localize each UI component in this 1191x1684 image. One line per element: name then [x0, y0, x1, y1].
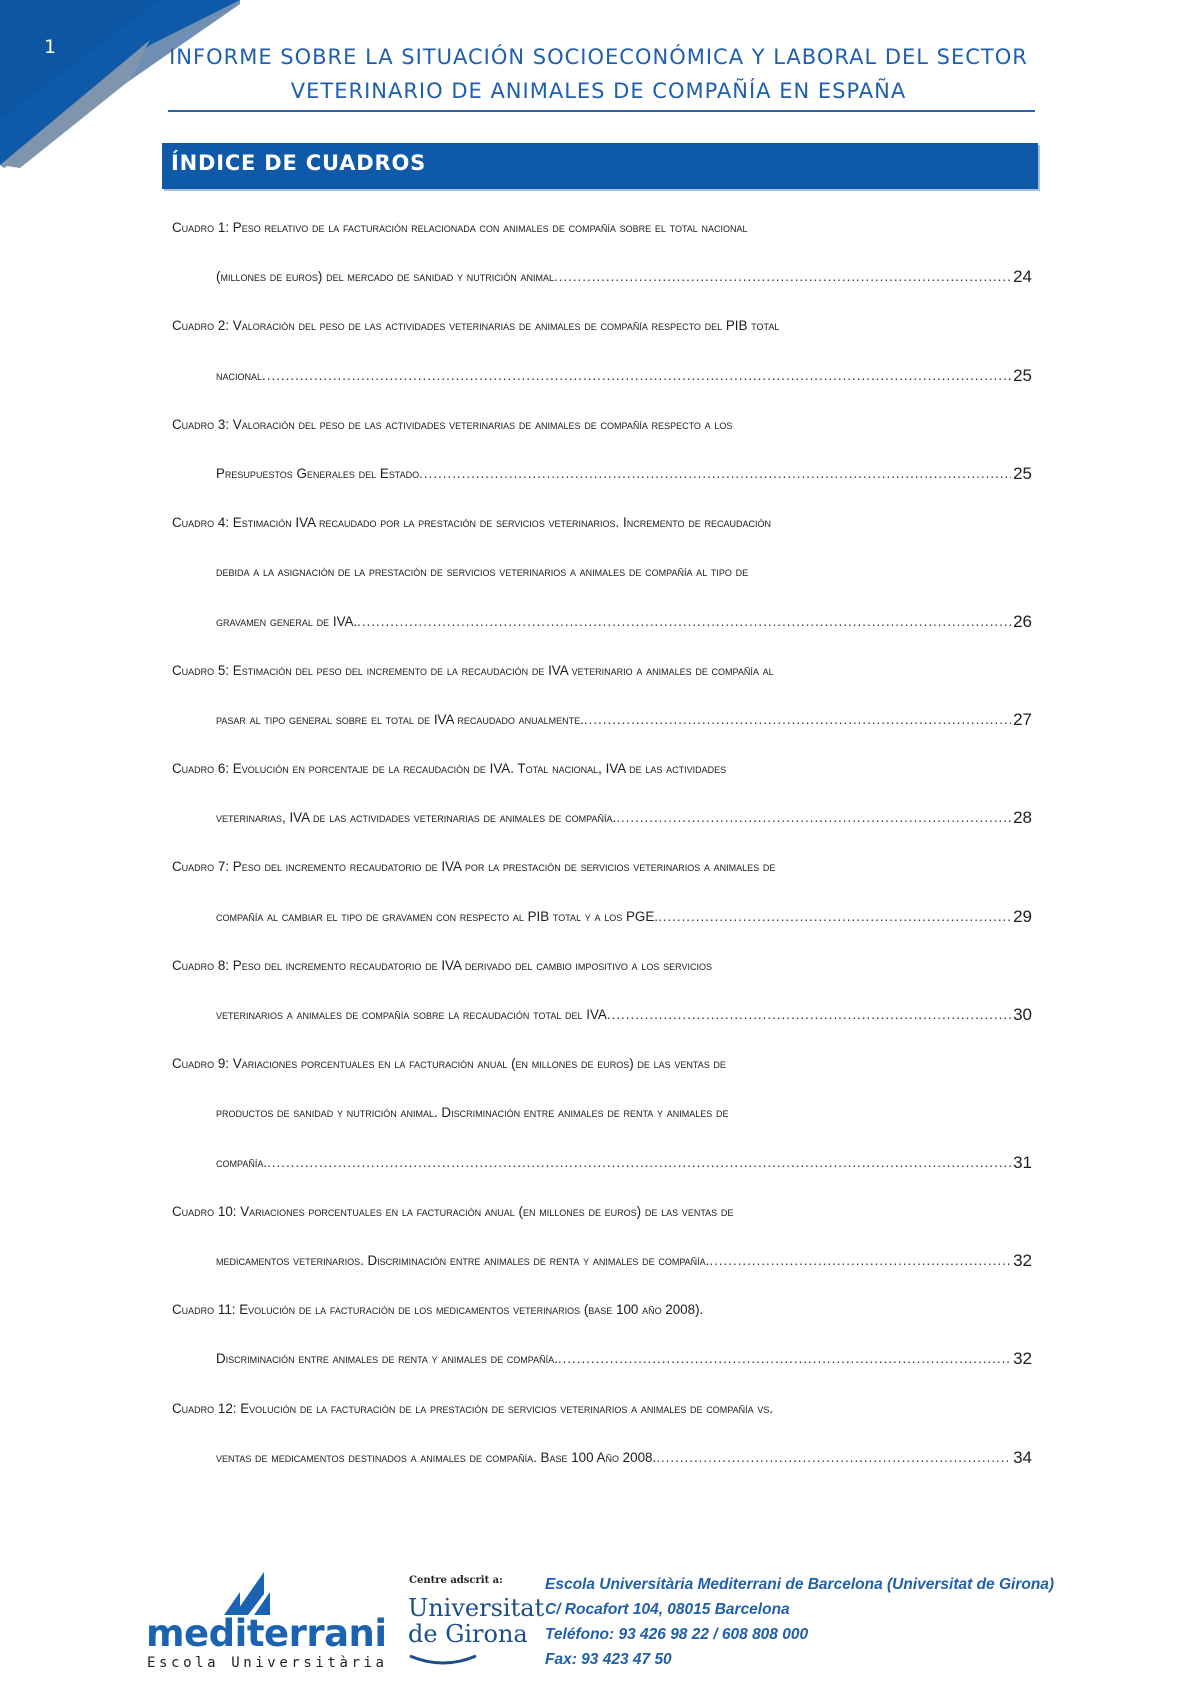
toc-page-number: 32 — [1013, 1349, 1032, 1369]
toc-page-number: 27 — [1013, 709, 1032, 729]
contact-address: C/ Rocafort 104, 08015 Barcelona — [545, 1601, 790, 1618]
dot-leader — [658, 902, 1011, 932]
toc-entry-text: Cuadro 4: Estimación IVA recaudado por la prestación de servicios veterinarios. Incremento de recaudación — [172, 515, 771, 531]
dot-leader — [267, 1148, 1011, 1178]
toc-entry[interactable] — [172, 1295, 1032, 1393]
toc-page-number: 32 — [1013, 1250, 1032, 1270]
report-title-line2: VETERINARIO DE ANIMALES DE COMPAÑÍA EN ESPAÑA — [290, 79, 907, 103]
toc-entry-text: veterinarias, IVA de las actividades veterinarias de animales de compañía. — [216, 810, 617, 826]
dot-leader — [656, 1443, 1011, 1473]
toc-page-number: 25 — [1013, 365, 1032, 385]
toc-entry-text: medicamentos veterinarios. Discriminación entre animales de renta y animales de compañía. — [216, 1252, 710, 1268]
toc-entry[interactable] — [172, 754, 1032, 852]
toc-entry-text: gravamen general de IVA. — [216, 613, 358, 629]
toc-entry-text: Cuadro 2: Valoración del peso de las actividades veterinarias de animales de compañía respecto del PIB total — [172, 318, 780, 334]
toc-entry-text: compañía al cambiar el tipo de gravamen con respecto al PIB total y a los PGE. — [216, 908, 658, 924]
dot-leader — [558, 1344, 1011, 1374]
page-number: 1 — [44, 36, 57, 58]
university-name — [408, 1595, 544, 1647]
toc-entry[interactable] — [172, 1049, 1032, 1197]
toc-entry-text: pasar al tipo general sobre el total de IVA recaudado anualmente. — [216, 711, 584, 727]
dot-leader — [709, 1246, 1011, 1276]
toc-entry[interactable] — [172, 656, 1032, 754]
brand-name: mediterrani — [146, 1612, 387, 1655]
ug-caption: Centre adscrit a: — [409, 1575, 503, 1586]
toc-entry-text: debida a la asignación de la prestación de servicios veterinarios a animales de compañía al tipo de — [216, 564, 749, 580]
report-title-line1: INFORME SOBRE LA SITUACIÓN SOCIOECONÓMICA Y LABORAL DEL SECTOR — [169, 45, 1028, 69]
toc-entry[interactable] — [172, 508, 1032, 656]
dot-leader — [357, 607, 1011, 637]
contact-fax: Fax: 93 423 47 50 — [545, 1651, 672, 1668]
toc-entry[interactable] — [172, 213, 1032, 311]
toc-page-number: 28 — [1013, 808, 1032, 828]
dot-leader — [584, 705, 1011, 735]
toc-entry-text: Presupuestos Generales del Estado — [216, 465, 420, 481]
dot-leader — [607, 1000, 1011, 1030]
toc-entry-text: Cuadro 6: Evolución en porcentaje de la recaudación de IVA. Total nacional, IVA de las actividades — [172, 761, 727, 777]
toc-entry-text: Cuadro 8: Peso del incremento recaudatorio de IVA derivado del cambio impositivo a los servicios — [172, 957, 712, 973]
toc-entry-text: Cuadro 12: Evolución de la facturación de la prestación de servicios veterinarios a animales de compañía vs. — [172, 1400, 774, 1416]
toc-page-number: 25 — [1013, 463, 1032, 483]
toc-entry[interactable] — [172, 410, 1032, 508]
toc-entry-text: productos de sanidad y nutrición animal. Discriminación entre animales de renta y animales de — [216, 1105, 729, 1121]
toc-page-number: 31 — [1013, 1152, 1032, 1172]
toc-entry-text: Cuadro 5: Estimación del peso del incremento de la recaudación de IVA veterinario a animales de compañía al — [172, 662, 774, 678]
header-rule — [168, 110, 1035, 112]
dot-leader — [262, 361, 1011, 391]
section-title: ÍNDICE DE CUADROS — [171, 151, 427, 175]
brand-subtitle: Escola Universitària — [147, 1655, 388, 1671]
girona-swoosh-icon — [408, 1652, 478, 1668]
university-name-line1: Universitat — [408, 1594, 545, 1622]
toc-entry-text: compañía. — [216, 1154, 268, 1170]
toc-entry-text: Discriminación entre animales de renta y animales de compañía. — [216, 1351, 558, 1367]
contact-info — [545, 1572, 1054, 1672]
contact-school: Escola Universitària Mediterrani de Barcelona (Universitat de Girona) — [545, 1576, 1055, 1593]
toc-entry[interactable] — [172, 951, 1032, 1049]
report-title — [166, 40, 1031, 108]
toc-entry[interactable] — [172, 852, 1032, 950]
dot-leader — [554, 262, 1011, 292]
dot-leader — [616, 803, 1011, 833]
toc-entry-text: veterinarios a animales de compañía sobre la recaudación total del IVA — [216, 1007, 607, 1022]
toc-entry-text: (millones de euros) del mercado de sanidad y nutrición animal — [216, 269, 554, 285]
toc-entry[interactable] — [172, 1197, 1032, 1295]
toc-entry-text: Cuadro 9: Variaciones porcentuales en la facturación anual (en millones de euros) de las ventas de — [172, 1056, 726, 1072]
toc-entry-text: Cuadro 3: Valoración del peso de las actividades veterinarias de animales de compañía respecto a los — [172, 416, 733, 432]
toc-entry[interactable] — [172, 311, 1032, 409]
toc-page-number: 29 — [1013, 906, 1032, 926]
toc-entry-text: Cuadro 1: Peso relativo de la facturación relacionada con animales de compañía sobre el total nacional — [172, 220, 748, 235]
toc-entry-text: Cuadro 10: Variaciones porcentuales en la facturación anual (en millones de euros) de las ventas de — [172, 1203, 734, 1219]
toc-entry-text: ventas de medicamentos destinados a animales de compañía. Base 100 Año 2008. — [216, 1449, 657, 1465]
toc-entry[interactable] — [172, 1394, 1032, 1492]
toc-page-number: 34 — [1013, 1447, 1032, 1467]
table-of-contents — [172, 213, 1032, 1492]
university-name-line2: de Girona — [408, 1620, 528, 1648]
toc-page-number: 26 — [1013, 611, 1032, 631]
toc-entry-text: Cuadro 11: Evolución de la facturación de los medicamentos veterinarios (base 100 año 2008). — [172, 1302, 704, 1318]
contact-phone: Teléfono: 93 426 98 22 / 608 808 000 — [545, 1626, 809, 1643]
toc-page-number: 30 — [1013, 1005, 1032, 1024]
toc-entry-text: nacional — [216, 367, 263, 383]
toc-entry-text: Cuadro 7: Peso del incremento recaudatorio de IVA por la prestación de servicios veterinarios a animales de — [172, 859, 776, 875]
dot-leader — [419, 459, 1011, 489]
toc-page-number: 24 — [1013, 267, 1032, 287]
